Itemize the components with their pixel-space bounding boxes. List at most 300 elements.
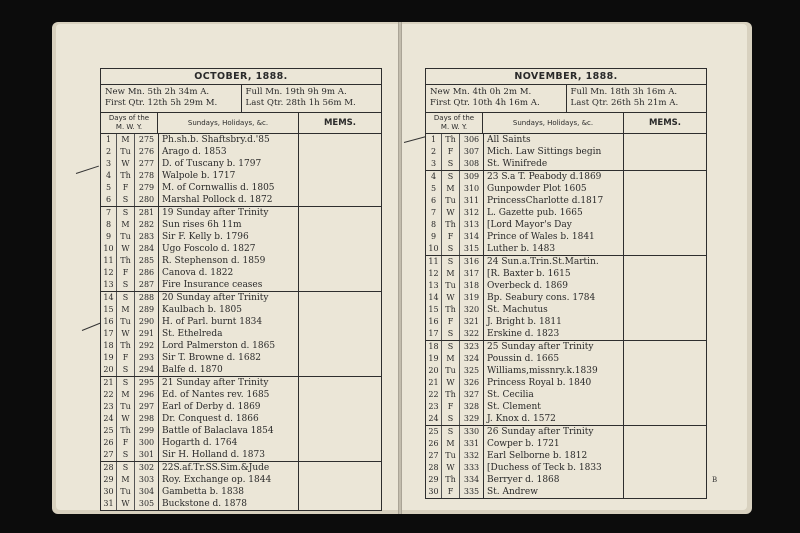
day-row	[426, 256, 706, 268]
day-of-week: S	[442, 426, 460, 438]
event-text: Lord Palmerston d. 1865	[159, 340, 299, 352]
event-text: Ugo Foscolo d. 1827	[159, 243, 299, 255]
day-of-year: 295	[135, 377, 159, 389]
day-of-year: 317	[460, 268, 484, 280]
day-of-month: 16	[101, 316, 117, 328]
last-quarter: Last Qtr. 26th 5h 21m A.	[570, 98, 679, 108]
day-of-month: 23	[101, 401, 117, 413]
day-row	[426, 171, 706, 183]
event-text: Berryer d. 1868	[484, 474, 624, 486]
new-moon: New Mn. 4th 0h 2m M.	[430, 87, 532, 97]
day-row	[101, 170, 381, 182]
mems-cell	[624, 292, 706, 304]
day-of-month: 17	[101, 328, 117, 340]
day-of-year: 321	[460, 316, 484, 328]
day-of-year: 326	[460, 377, 484, 389]
day-of-week: M	[117, 219, 135, 231]
day-row	[101, 352, 381, 364]
day-of-month: 25	[426, 426, 442, 438]
event-text: St. Machutus	[484, 304, 624, 316]
mems-cell	[624, 171, 706, 183]
day-row	[426, 413, 706, 425]
event-text: Gambetta b. 1838	[159, 486, 299, 498]
y-label: Y.	[136, 123, 143, 131]
event-text: 19 Sunday after Trinity	[159, 207, 299, 219]
day-row	[426, 207, 706, 219]
day-row	[101, 377, 381, 389]
event-text: Arago d. 1853	[159, 146, 299, 158]
event-text: Overbeck d. 1869	[484, 280, 624, 292]
day-of-year: 298	[135, 413, 159, 425]
month-title: OCTOBER, 1888.	[101, 69, 381, 85]
day-of-year: 332	[460, 450, 484, 462]
new-moon: New Mn. 5th 2h 34m A.	[105, 87, 210, 97]
day-row	[101, 425, 381, 437]
mems-cell	[299, 425, 381, 437]
day-of-month: 1	[426, 134, 442, 146]
day-row	[101, 158, 381, 170]
week-block	[426, 426, 706, 498]
event-text: Earl of Derby d. 1869	[159, 401, 299, 413]
day-of-year: 291	[135, 328, 159, 340]
mwy-labels	[426, 123, 482, 132]
days-of-the-label: Days of the	[433, 114, 475, 122]
mems-cell	[624, 183, 706, 195]
event-text: Walpole b. 1717	[159, 170, 299, 182]
event-text: Luther b. 1483	[484, 243, 624, 255]
day-row	[101, 279, 381, 291]
day-of-week: W	[442, 377, 460, 389]
event-text: Fire Insurance ceases	[159, 279, 299, 291]
mems-cell	[624, 146, 706, 158]
day-of-year: 320	[460, 304, 484, 316]
event-text: R. Stephenson d. 1859	[159, 255, 299, 267]
day-of-month: 18	[426, 341, 442, 353]
day-of-year: 276	[135, 146, 159, 158]
mems-cell	[624, 316, 706, 328]
mems-cell	[624, 195, 706, 207]
day-row	[101, 231, 381, 243]
day-of-year: 277	[135, 158, 159, 170]
day-of-year: 287	[135, 279, 159, 291]
mems-cell	[299, 401, 381, 413]
event-text: Roy. Exchange op. 1844	[159, 474, 299, 486]
mems-cell	[299, 486, 381, 498]
day-of-month: 15	[101, 304, 117, 316]
day-of-week: F	[117, 267, 135, 279]
event-text: 22S.af.Tr.SS.Sim.&Jude	[159, 462, 299, 474]
day-of-year: 300	[135, 437, 159, 449]
mems-cell	[299, 182, 381, 194]
day-of-month: 4	[426, 171, 442, 183]
day-of-month: 26	[101, 437, 117, 449]
week-block	[426, 256, 706, 341]
day-of-week: M	[442, 353, 460, 365]
mems-cell	[299, 377, 381, 389]
day-of-week: S	[117, 279, 135, 291]
event-text: J. Knox d. 1572	[484, 413, 624, 425]
day-of-week: S	[117, 194, 135, 206]
october-calendar	[100, 68, 382, 511]
event-text: St. Winifrede	[484, 158, 624, 170]
mems-cell	[624, 462, 706, 474]
event-text: Ph.sh.b. Shaftsbry.d.'85	[159, 134, 299, 146]
day-of-month: 3	[101, 158, 117, 170]
day-of-month: 22	[101, 389, 117, 401]
w-label: W.	[126, 123, 135, 131]
day-of-month: 20	[426, 365, 442, 377]
day-of-year: 294	[135, 364, 159, 376]
event-text: Canova d. 1822	[159, 267, 299, 279]
event-text: [Duchess of Teck b. 1833	[484, 462, 624, 474]
day-of-week: Th	[442, 304, 460, 316]
week-block	[101, 134, 381, 207]
event-text: Sir F. Kelly b. 1796	[159, 231, 299, 243]
mems-cell	[624, 353, 706, 365]
day-row	[426, 304, 706, 316]
day-of-week: Tu	[117, 231, 135, 243]
day-of-week: M	[117, 389, 135, 401]
day-row	[426, 316, 706, 328]
event-text: Marshal Pollock d. 1872	[159, 194, 299, 206]
day-row	[101, 207, 381, 219]
mems-cell	[299, 449, 381, 461]
day-of-month: 19	[101, 352, 117, 364]
event-text: [R. Baxter b. 1615	[484, 268, 624, 280]
day-of-year: 311	[460, 195, 484, 207]
day-of-week: F	[442, 231, 460, 243]
day-of-year: 315	[460, 243, 484, 255]
day-of-week: Th	[117, 170, 135, 182]
day-of-week: F	[442, 316, 460, 328]
mems-cell	[624, 280, 706, 292]
day-of-month: 29	[426, 474, 442, 486]
day-of-week: W	[117, 158, 135, 170]
mems-cell	[299, 158, 381, 170]
mems-cell	[624, 486, 706, 498]
phase-col-1	[426, 85, 566, 112]
week-block	[426, 134, 706, 171]
m-label: M.	[440, 123, 450, 131]
day-row	[101, 255, 381, 267]
day-row	[101, 389, 381, 401]
day-of-week: F	[117, 437, 135, 449]
mwy-labels	[101, 123, 157, 132]
day-row	[101, 498, 381, 510]
day-row	[101, 316, 381, 328]
day-of-week: S	[442, 413, 460, 425]
day-of-month: 21	[101, 377, 117, 389]
day-of-year: 327	[460, 389, 484, 401]
event-text: 21 Sunday after Trinity	[159, 377, 299, 389]
day-of-year: 278	[135, 170, 159, 182]
day-of-year: 324	[460, 353, 484, 365]
event-text: Balfe d. 1870	[159, 364, 299, 376]
event-text: Cowper b. 1721	[484, 438, 624, 450]
phase-col-1	[101, 85, 241, 112]
day-row	[426, 219, 706, 231]
day-of-week: Th	[442, 134, 460, 146]
day-row	[101, 413, 381, 425]
event-text: [Lord Mayor's Day	[484, 219, 624, 231]
day-of-month: 28	[426, 462, 442, 474]
day-of-week: S	[117, 377, 135, 389]
day-of-week: M	[442, 438, 460, 450]
day-of-year: 292	[135, 340, 159, 352]
day-row	[426, 195, 706, 207]
day-of-year: 331	[460, 438, 484, 450]
day-of-year: 284	[135, 243, 159, 255]
mems-cell	[299, 243, 381, 255]
mems-cell	[299, 170, 381, 182]
moon-phases	[101, 85, 381, 113]
day-of-year: 281	[135, 207, 159, 219]
day-of-week: W	[117, 413, 135, 425]
day-row	[101, 449, 381, 461]
day-of-month: 2	[426, 146, 442, 158]
week-block	[101, 462, 381, 510]
day-row	[101, 401, 381, 413]
day-of-month: 3	[426, 158, 442, 170]
day-of-year: 322	[460, 328, 484, 340]
event-text: J. Bright b. 1811	[484, 316, 624, 328]
day-of-year: 304	[135, 486, 159, 498]
day-of-month: 12	[101, 267, 117, 279]
mems-cell	[299, 462, 381, 474]
open-almanac-book	[52, 22, 752, 514]
phase-col-2	[241, 85, 382, 112]
day-of-year: 328	[460, 401, 484, 413]
days-of-the-label: Days of the	[108, 114, 150, 122]
day-row	[101, 146, 381, 158]
event-text: D. of Tuscany b. 1797	[159, 158, 299, 170]
month-title: NOVEMBER, 1888.	[426, 69, 706, 85]
days-header	[101, 113, 158, 133]
mems-cell	[299, 194, 381, 206]
day-row	[101, 267, 381, 279]
sundays-header: Sundays, Holidays, &c.	[483, 113, 624, 133]
day-row	[426, 462, 706, 474]
day-row	[426, 426, 706, 438]
mems-cell	[624, 474, 706, 486]
mems-cell	[624, 328, 706, 340]
day-row	[426, 389, 706, 401]
day-of-week: F	[117, 182, 135, 194]
day-of-month: 5	[426, 183, 442, 195]
day-of-week: Tu	[117, 401, 135, 413]
day-of-week: W	[442, 462, 460, 474]
day-of-month: 26	[426, 438, 442, 450]
day-of-week: S	[442, 158, 460, 170]
mems-cell	[299, 267, 381, 279]
day-of-year: 297	[135, 401, 159, 413]
day-row	[101, 328, 381, 340]
day-of-month: 30	[101, 486, 117, 498]
day-of-month: 14	[426, 292, 442, 304]
event-text: Sir T. Browne d. 1682	[159, 352, 299, 364]
phase-col-2	[566, 85, 707, 112]
event-text: Erskine d. 1823	[484, 328, 624, 340]
day-of-week: M	[117, 474, 135, 486]
day-of-year: 286	[135, 267, 159, 279]
mems-cell	[624, 304, 706, 316]
event-text: St. Andrew	[484, 486, 624, 498]
pen-mark-3	[404, 136, 427, 143]
day-of-week: Th	[117, 340, 135, 352]
day-row	[101, 219, 381, 231]
week-block	[426, 171, 706, 256]
mems-cell	[299, 304, 381, 316]
mems-cell	[299, 316, 381, 328]
day-of-week: M	[117, 304, 135, 316]
day-of-month: 16	[426, 316, 442, 328]
mems-cell	[299, 437, 381, 449]
day-of-year: 302	[135, 462, 159, 474]
day-of-month: 15	[426, 304, 442, 316]
day-of-year: 312	[460, 207, 484, 219]
day-of-week: Tu	[442, 365, 460, 377]
day-of-month: 27	[426, 450, 442, 462]
day-of-month: 13	[426, 280, 442, 292]
day-of-month: 18	[101, 340, 117, 352]
mems-cell	[624, 243, 706, 255]
event-text: St. Ethelreda	[159, 328, 299, 340]
event-text: Dr. Conquest d. 1866	[159, 413, 299, 425]
day-of-week: M	[442, 268, 460, 280]
last-quarter: Last Qtr. 28th 1h 56m M.	[245, 98, 356, 108]
day-of-month: 20	[101, 364, 117, 376]
column-headers	[101, 113, 381, 134]
day-of-week: S	[442, 171, 460, 183]
day-of-year: 279	[135, 182, 159, 194]
day-row	[426, 450, 706, 462]
full-moon: Full Mn. 18th 3h 16m A.	[570, 87, 678, 97]
day-of-year: 299	[135, 425, 159, 437]
day-of-week: S	[117, 449, 135, 461]
event-text: 25 Sunday after Trinity	[484, 341, 624, 353]
day-of-year: 305	[135, 498, 159, 510]
mems-cell	[299, 292, 381, 304]
day-of-month: 21	[426, 377, 442, 389]
day-of-week: M	[442, 183, 460, 195]
day-of-month: 5	[101, 182, 117, 194]
day-row	[101, 474, 381, 486]
day-row	[101, 340, 381, 352]
mems-cell	[624, 377, 706, 389]
day-of-month: 29	[101, 474, 117, 486]
pen-mark-1	[76, 166, 99, 174]
day-of-month: 8	[101, 219, 117, 231]
mems-cell	[624, 426, 706, 438]
day-of-week: Th	[117, 425, 135, 437]
day-of-year: 335	[460, 486, 484, 498]
day-row	[426, 365, 706, 377]
day-of-week: Th	[442, 219, 460, 231]
mems-cell	[624, 219, 706, 231]
day-row	[101, 134, 381, 146]
day-row	[101, 364, 381, 376]
day-row	[426, 341, 706, 353]
mems-cell	[299, 146, 381, 158]
event-text: Prince of Wales b. 1841	[484, 231, 624, 243]
november-calendar	[425, 68, 707, 499]
day-of-month: 9	[426, 231, 442, 243]
mems-cell	[299, 364, 381, 376]
day-row	[426, 243, 706, 255]
moon-phases	[426, 85, 706, 113]
day-of-week: F	[442, 146, 460, 158]
day-of-week: W	[117, 498, 135, 510]
week-block	[101, 292, 381, 377]
day-row	[101, 194, 381, 206]
day-of-week: S	[117, 462, 135, 474]
mems-cell	[624, 134, 706, 146]
mems-cell	[624, 207, 706, 219]
event-text: Mich. Law Sittings begin	[484, 146, 624, 158]
day-of-year: 323	[460, 341, 484, 353]
day-of-year: 290	[135, 316, 159, 328]
day-of-year: 307	[460, 146, 484, 158]
page-mark: B	[712, 476, 718, 484]
mems-cell	[299, 219, 381, 231]
day-of-month: 6	[426, 195, 442, 207]
left-page	[56, 24, 398, 510]
day-row	[101, 182, 381, 194]
column-headers	[426, 113, 706, 134]
mems-cell	[624, 389, 706, 401]
full-moon: Full Mn. 19th 9h 9m A.	[245, 87, 347, 97]
day-of-week: Tu	[117, 486, 135, 498]
calendar-body	[101, 134, 381, 510]
day-of-month: 6	[101, 194, 117, 206]
day-of-week: Tu	[442, 450, 460, 462]
day-of-year: 334	[460, 474, 484, 486]
mems-cell	[624, 341, 706, 353]
day-of-year: 293	[135, 352, 159, 364]
day-of-week: Th	[442, 474, 460, 486]
day-row	[426, 292, 706, 304]
event-text: Sir H. Holland d. 1873	[159, 449, 299, 461]
day-of-month: 1	[101, 134, 117, 146]
mems-cell	[299, 207, 381, 219]
day-of-year: 296	[135, 389, 159, 401]
event-text: Poussin d. 1665	[484, 353, 624, 365]
day-of-week: S	[442, 341, 460, 353]
event-text: 24 Sun.a.Trin.St.Martin.	[484, 256, 624, 268]
mems-cell	[299, 340, 381, 352]
day-of-week: S	[442, 328, 460, 340]
mems-cell	[299, 474, 381, 486]
day-of-year: 319	[460, 292, 484, 304]
first-quarter: First Qtr. 12th 5h 29m M.	[105, 98, 218, 108]
day-of-year: 289	[135, 304, 159, 316]
day-of-month: 27	[101, 449, 117, 461]
w-label: W.	[451, 123, 460, 131]
week-block	[101, 207, 381, 292]
day-of-week: S	[442, 243, 460, 255]
event-text: Kaulbach b. 1805	[159, 304, 299, 316]
day-of-week: S	[117, 292, 135, 304]
event-text: 20 Sunday after Trinity	[159, 292, 299, 304]
day-of-week: W	[117, 243, 135, 255]
day-of-month: 30	[426, 486, 442, 498]
day-of-month: 19	[426, 353, 442, 365]
day-row	[101, 462, 381, 474]
day-of-month: 25	[101, 425, 117, 437]
mems-cell	[299, 498, 381, 510]
mems-cell	[624, 268, 706, 280]
day-row	[426, 146, 706, 158]
